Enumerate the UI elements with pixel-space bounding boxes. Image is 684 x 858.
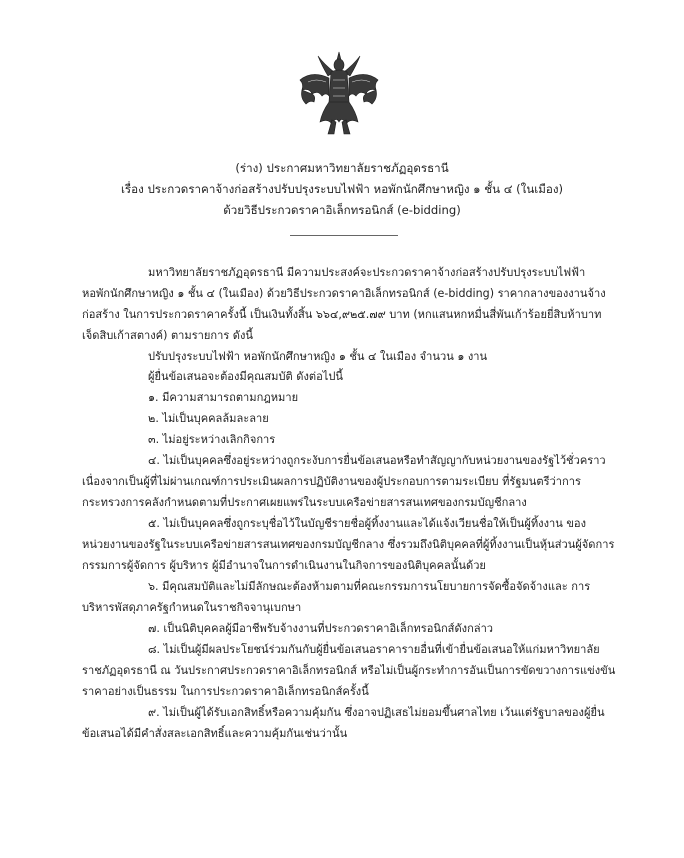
qualification-item: ๔. ไม่เป็นบุคคลซึ่งอยู่ระหว่างถูกระงับการยื่นข้อเสนอหรือทำสัญญากับหน่วยงานของรัฐไว้ชั่วคราว (148, 454, 606, 467)
intro-line: เจ็ดสิบเก้าสตางค์) ตามรายการ ดังนี้ (82, 329, 254, 342)
qualifications-list (82, 387, 646, 744)
qualification-continuation: ข้อเสนอได้มีคำสั่งสละเอกสิทธิ์และความคุ้มกันเช่นว่านั้น (82, 727, 348, 740)
qualification-continuation: ราคาอย่างเป็นธรรม ในการประกวดราคาอิเล็กทรอนิกส์ครั้งนี้ (82, 685, 369, 698)
qualifications-heading: ผู้ยื่นข้อเสนอจะต้องมีคุณสมบัติ ดังต่อไปนี้ (148, 370, 343, 383)
title-divider (290, 235, 398, 236)
qualification-continuation: บริหารพัสดุภาครัฐกำหนดในราชกิจจานุเบกษา (82, 601, 302, 614)
title-line-1: (ร่าง) ประกาศมหาวิทยาลัยราชภัฏอุดรธานี (235, 161, 449, 175)
qualification-item: ๘. ไม่เป็นผู้มีผลประโยชน์ร่วมกันกับผู้ยื่นข้อเสนอราคารายอื่นที่เข้ายื่นข้อเสนอให้แก่มหาวิทยาลัย (148, 643, 600, 656)
title-line-2: เรื่อง ประกวดราคาจ้างก่อสร้างปรับปรุงระบบไฟฟ้า หอพักนักศึกษาหญิง ๑ ชั้น ๔ (ในเมือง) (120, 182, 564, 196)
qualification-item: ๖. มีคุณสมบัติและไม่มีลักษณะต้องห้ามตามที่คณะกรรมการนโยบายการจัดซื้อจัดจ้างและ การ (148, 580, 591, 593)
qualification-continuation: หน่วยงานของรัฐในระบบเครือข่ายสารสนเทศของกรมบัญชีกลาง ซึ่งรวมถึงนิติบุคคลที่ผู้ทิ้งงานเป็นหุ้นส่วนผู้จัดการ (82, 538, 615, 551)
intro-paragraph (82, 262, 646, 367)
qualification-continuation: กรรมการผู้จัดการ ผู้บริหาร ผู้มีอำนาจในการดำเนินงานในกิจการของนิติบุคคลนั้นด้วย (82, 559, 486, 572)
qualification-item: ๑. มีความสามารถตามกฎหมาย (148, 391, 299, 404)
qualification-item: ๒. ไม่เป็นบุคคลล้มละลาย (148, 412, 269, 425)
qualification-item: ๗. เป็นนิติบุคคลผู้มีอาชีพรับจ้างงานที่ประกวดราคาอิเล็กทรอนิกส์ดังกล่าว (148, 622, 494, 635)
qualification-continuation: เนื่องจากเป็นผู้ที่ไม่ผ่านเกณฑ์การประเมินผลการปฏิบัติงานของผู้ประกอบการตามระเบียบ ที่รัฐมนตรีว่าการ (82, 475, 581, 488)
intro-line: หอพักนักศึกษาหญิง ๑ ชั้น ๔ (ในเมือง) ด้วยวิธีประกวดราคาอิเล็กทรอนิกส์ (e-bidding) ราคากลางของงานจ้าง (82, 287, 606, 300)
qualification-continuation: กระทรวงการคลังกำหนดตามที่ประกาศเผยแพร่ในระบบเครือข่ายสารสนเทศของกรมบัญชีกลาง (82, 496, 527, 509)
qualifications-section (82, 366, 646, 744)
qualification-item: ๙. ไม่เป็นผู้ได้รับเอกสิทธิ์หรือความคุ้มกัน ซึ่งอาจปฏิเสธไม่ยอมขึ้นศาลไทย เว้นแต่รัฐบาลของผู้ยื่น (148, 706, 605, 719)
qualification-continuation: ราชภัฏอุดรธานี ณ วันประกาศประกวดราคาอิเล็กทรอนิกส์ หรือไม่เป็นผู้กระทำการอันเป็นการขัดขวางการแข่งขัน (82, 664, 616, 677)
garuda-emblem-icon (298, 50, 380, 136)
title-line-3: ด้วยวิธีประกวดราคาอิเล็กทรอนิกส์ (e-bidding) (223, 203, 461, 217)
intro-line: มหาวิทยาลัยราชภัฏอุดรธานี มีความประสงค์จะประกวดราคาจ้างก่อสร้างปรับปรุงระบบไฟฟ้า (148, 266, 586, 279)
qualification-item: ๕. ไม่เป็นบุคคลซึ่งถูกระบุชื่อไว้ในบัญชีรายชื่อผู้ทิ้งงานและได้แจ้งเวียนชื่อให้เป็นผู้ทิ้งงาน ของ (148, 517, 586, 530)
intro-line: ก่อสร้าง ในการประกวดราคาครั้งนี้ เป็นเงินทั้งสิ้น ๖๖๔,๙๒๕.๗๙ บาท (หกแสนหกหมื่นสี่พันเก้าร้อยยี่สิบห้าบาท (82, 308, 602, 321)
qualification-item: ๓. ไม่อยู่ระหว่างเลิกกิจการ (148, 433, 276, 446)
item-line: ปรับปรุงระบบไฟฟ้า หอพักนักศึกษาหญิง ๑ ชั้น ๔ ในเมือง จำนวน ๑ งาน (148, 350, 488, 363)
announcement-title (40, 158, 644, 221)
